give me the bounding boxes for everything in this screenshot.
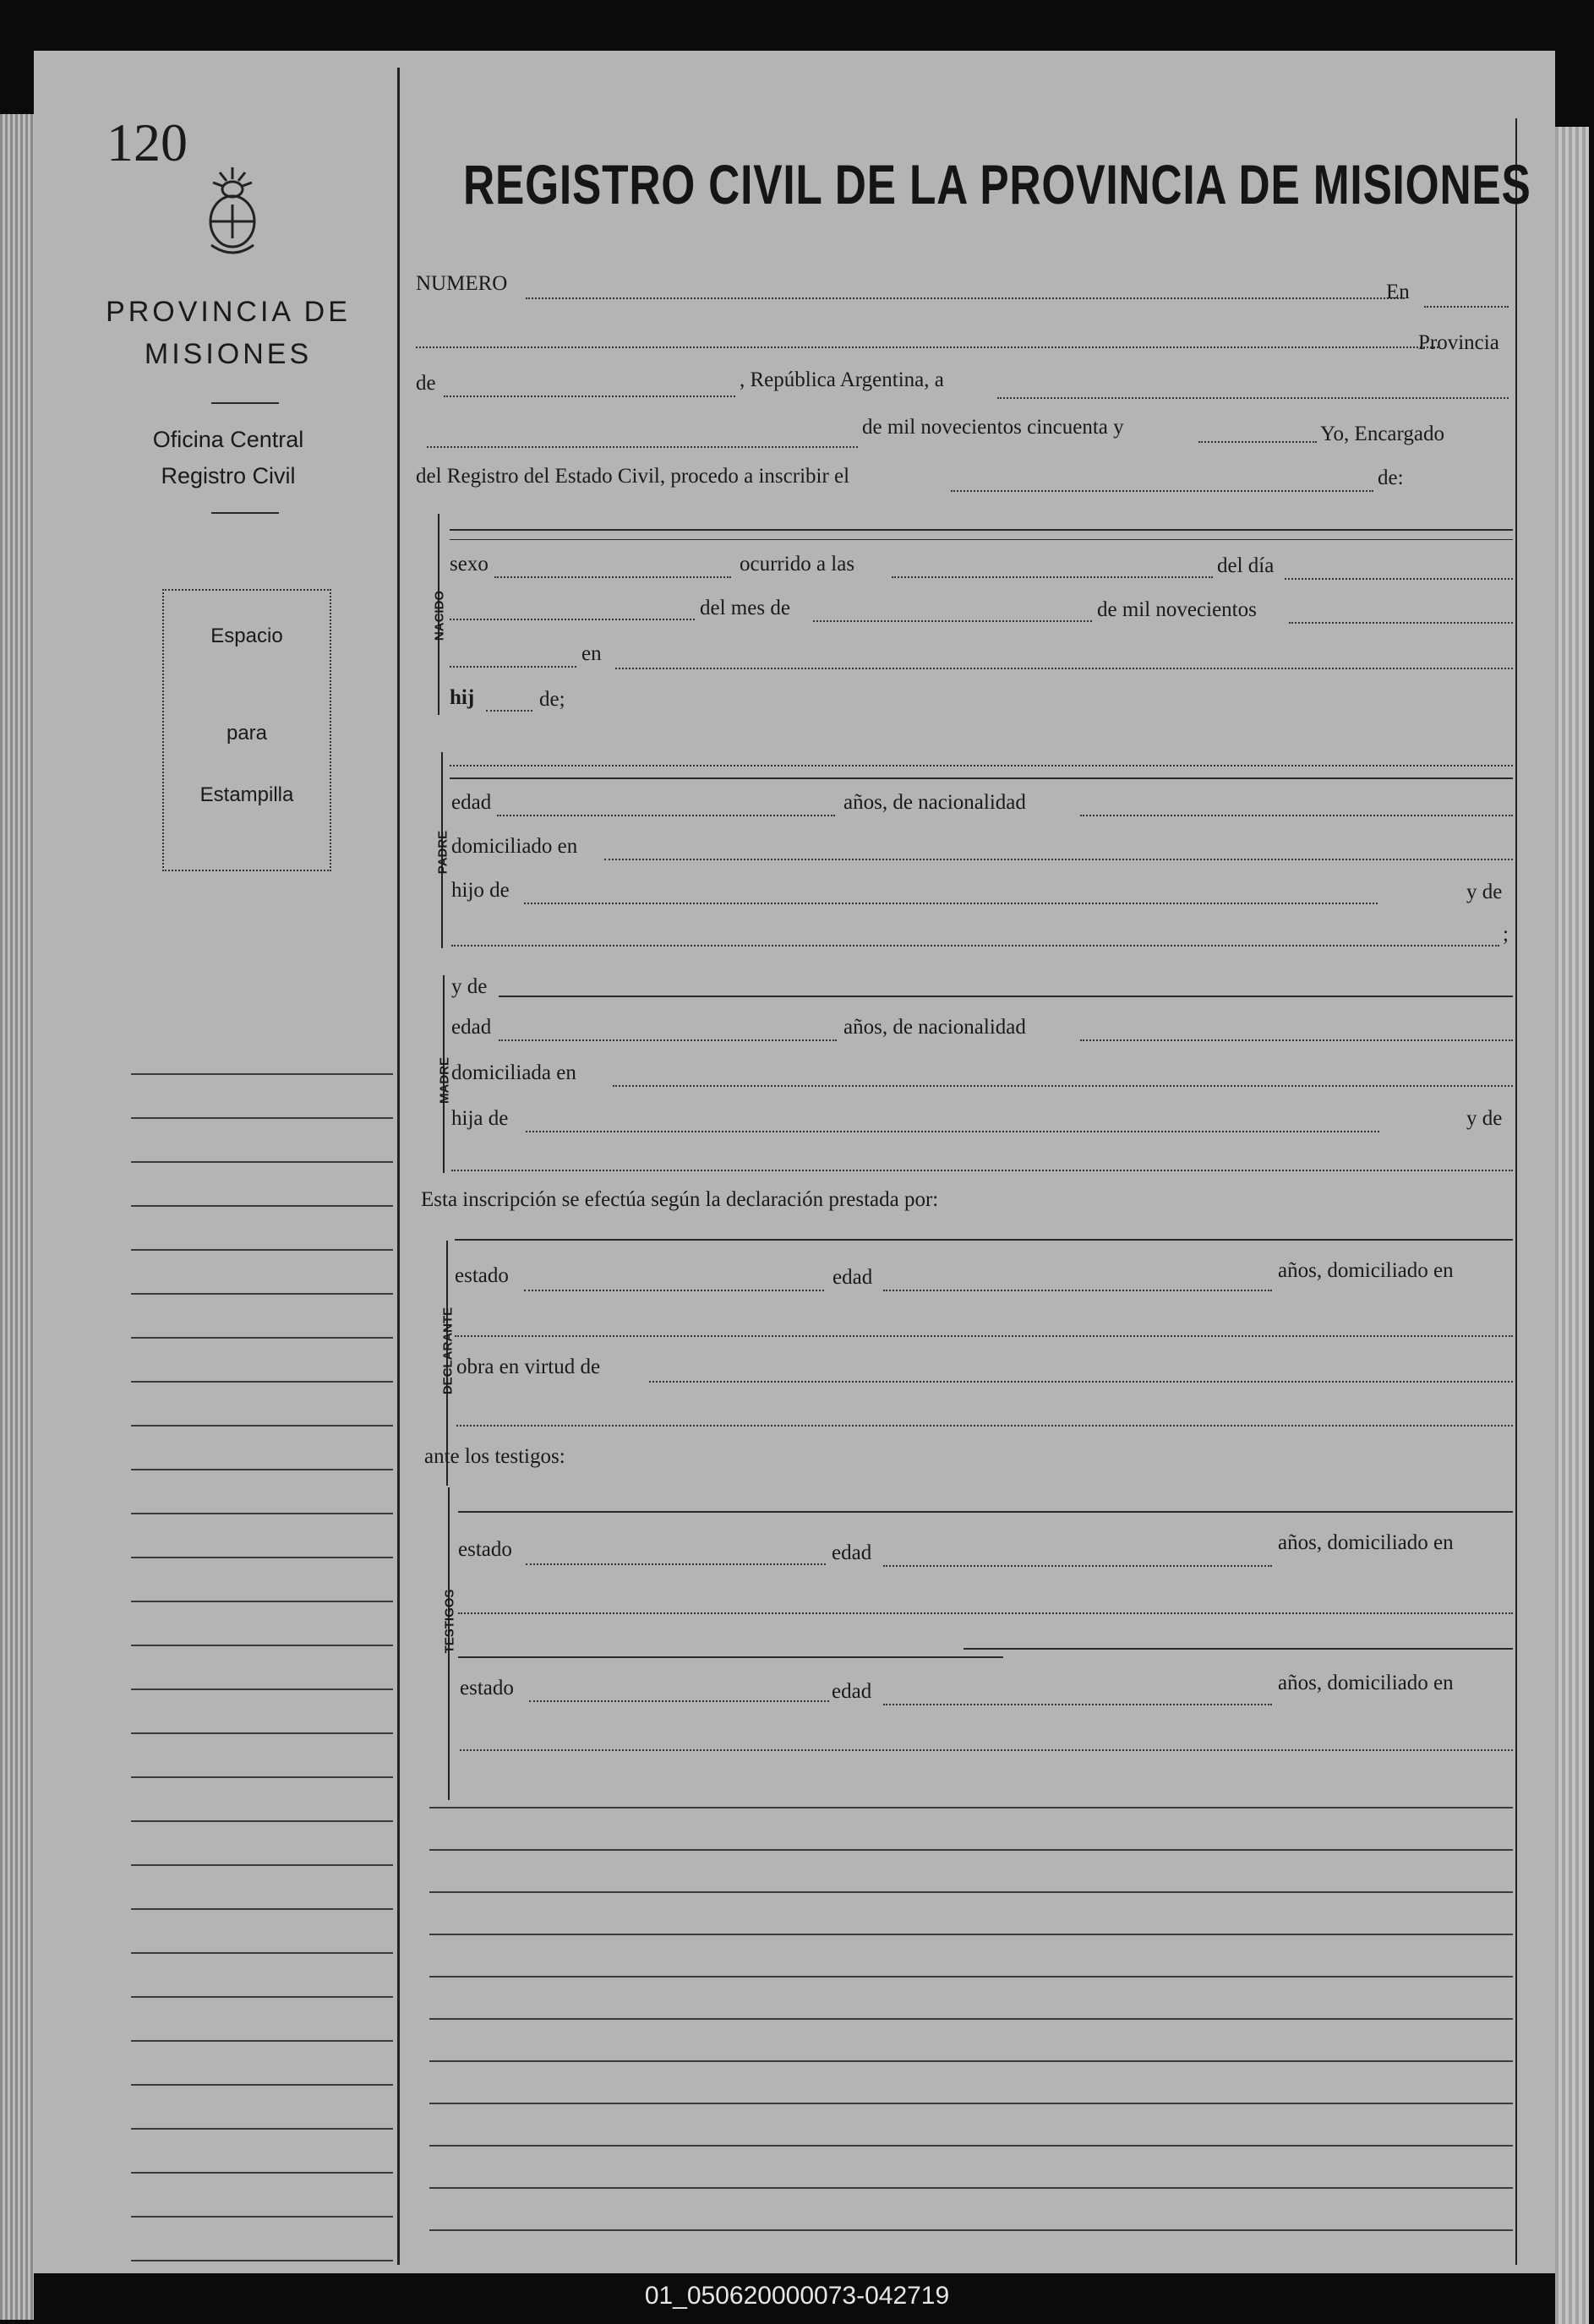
de-label: de — [416, 372, 436, 395]
de-colon-label: de: — [1378, 466, 1404, 489]
padre-y-de-label: y de — [1466, 881, 1503, 903]
yo-encargado-label: Yo, Encargado — [1320, 423, 1444, 445]
testigo2-name-line[interactable] — [963, 1648, 1513, 1650]
office-line1: Oficina Central — [152, 427, 304, 452]
mes-field[interactable] — [813, 620, 1092, 622]
testigo1-estado-label: estado — [458, 1538, 512, 1561]
dia-field[interactable] — [1285, 578, 1513, 580]
declarante-extra-field[interactable] — [456, 1425, 1513, 1427]
date-field[interactable] — [997, 397, 1509, 399]
de-mil-novecientos-label: de mil novecientos — [1097, 598, 1257, 621]
nacido-name-line[interactable] — [450, 529, 1513, 531]
page-title: REGISTRO CIVIL DE LA PROVINCIA DE MISIONES — [463, 153, 1531, 215]
month-field[interactable] — [427, 446, 858, 448]
page-number: 120 — [106, 112, 188, 172]
province-field[interactable] — [444, 396, 735, 397]
testigo2-domicilio-field[interactable] — [460, 1749, 1513, 1751]
province-name-line1: PROVINCIA DE — [106, 296, 351, 328]
madre-hija-de-label: hija de — [451, 1107, 509, 1130]
declarante-edad-field[interactable] — [883, 1290, 1272, 1291]
declarante-label: DECLARANTE — [440, 1307, 456, 1395]
madre-name-line[interactable] — [499, 996, 1513, 997]
left-margin-rule — [397, 68, 400, 2265]
madre-y-de-label: y de — [1466, 1107, 1503, 1130]
padre-hijo-de-label: hijo de — [451, 879, 510, 902]
ocurrido-label: ocurrido a las — [740, 553, 855, 576]
en-label: En — [1386, 281, 1410, 303]
stamp-box — [162, 589, 331, 871]
testigos-intro-text: ante los testigos: — [424, 1445, 565, 1468]
remarks-ruled-lines[interactable] — [429, 1766, 1513, 2265]
testigo1-name-line[interactable] — [458, 1511, 1513, 1513]
declarante-estado-field[interactable] — [524, 1290, 824, 1291]
madre-y-de-field[interactable] — [451, 1170, 1513, 1171]
testigo1-edad-label: edad — [832, 1541, 872, 1564]
madre-edad-field[interactable] — [499, 1039, 837, 1041]
testigos-label: TESTIGOS — [442, 1589, 457, 1654]
padre-semicolon: ; — [1503, 923, 1509, 946]
year-field[interactable] — [1198, 441, 1317, 443]
coat-of-arms-icon — [194, 161, 270, 262]
padre-edad-field[interactable] — [497, 815, 835, 816]
hij-field[interactable] — [486, 710, 532, 712]
madre-edad-label: edad — [451, 1016, 492, 1039]
madre-hija-de-field[interactable] — [526, 1131, 1379, 1132]
ano-letras-field[interactable] — [450, 666, 576, 668]
padre-label: PADRE — [435, 830, 450, 875]
scan-filename: 01_050620000073-042719 — [644, 2282, 950, 2310]
nacido-label: NACIDO — [432, 590, 447, 641]
padre-domicilio-field[interactable] — [604, 859, 1513, 860]
ano-nac-field[interactable] — [1289, 622, 1513, 624]
inscribir-field[interactable] — [951, 490, 1373, 492]
divider — [211, 402, 279, 404]
office-line2: Registro Civil — [161, 463, 296, 488]
padre-name-dotted — [450, 765, 1513, 766]
declarante-edad-label: edad — [832, 1266, 873, 1289]
testigo1-anos-label: años, domiciliado en — [1278, 1531, 1454, 1554]
del-dia-label: del día — [1217, 554, 1275, 577]
declarante-name-line[interactable] — [455, 1239, 1513, 1241]
padre-hijo-de-field[interactable] — [524, 903, 1378, 904]
republica-label: , República Argentina, a — [740, 368, 944, 391]
declarante-anos-label: años, domiciliado en — [1278, 1259, 1454, 1282]
en-field[interactable] — [1424, 306, 1509, 308]
sidebar-ruled-lines — [131, 1031, 393, 2265]
right-margin-rule — [1515, 118, 1517, 2265]
stamp-label-3: Estampilla — [199, 783, 294, 806]
padre-nacionalidad-field[interactable] — [1080, 815, 1513, 816]
de-mil-label: de mil novecientos cincuenta y — [862, 416, 1124, 439]
testigo1-extra-line[interactable] — [458, 1656, 1003, 1658]
register-page — [34, 51, 1555, 2273]
testigo1-estado-field[interactable] — [526, 1563, 826, 1565]
padre-dom-label: domiciliado en — [451, 835, 578, 858]
del-mes-label: del mes de — [700, 597, 790, 619]
declarante-domicilio-field[interactable] — [455, 1335, 1513, 1337]
numero-field[interactable] — [526, 297, 1405, 299]
madre-y-de-top: y de — [451, 975, 488, 998]
en-nac-label: en — [581, 642, 602, 665]
declaracion-text: Esta inscripción se efectúa según la declaración prestada por: — [421, 1188, 939, 1211]
lugar-nac-field[interactable] — [615, 668, 1513, 669]
testigo1-edad-field[interactable] — [883, 1565, 1272, 1567]
declarante-obra-label: obra en virtud de — [456, 1356, 601, 1378]
province-name-line2: MISIONES — [144, 338, 313, 370]
testigo2-anos-label: años, domiciliado en — [1278, 1672, 1454, 1694]
declarante-obra-field[interactable] — [649, 1381, 1513, 1383]
sexo-field[interactable] — [494, 576, 731, 578]
numero-label: NUMERO — [416, 272, 508, 295]
divider — [211, 512, 279, 514]
provincia-label: Provincia — [1418, 331, 1499, 354]
hij-de-label: de; — [539, 688, 565, 711]
padre-name-line[interactable] — [450, 777, 1513, 779]
madre-label: MADRE — [437, 1057, 452, 1104]
testigo2-edad-label: edad — [832, 1680, 872, 1703]
testigo1-domicilio-field[interactable] — [458, 1612, 1513, 1614]
nacido-name-underline — [450, 539, 1513, 540]
testigo2-edad-field[interactable] — [883, 1704, 1272, 1705]
page-stack-edge — [0, 114, 34, 2320]
madre-dom-label: domiciliada en — [451, 1061, 576, 1084]
stamp-label-2: para — [226, 722, 268, 745]
testigo2-estado-field[interactable] — [529, 1700, 829, 1702]
madre-nacionalidad-field[interactable] — [1080, 1039, 1513, 1041]
declarante-estado-label: estado — [455, 1264, 509, 1287]
madre-nac-label: años, de nacionalidad — [843, 1016, 1026, 1039]
hij-label: hij — [450, 686, 475, 709]
page-right-edge — [1555, 127, 1589, 2324]
padre-edad-label: edad — [451, 791, 492, 814]
locality-field[interactable] — [416, 346, 1438, 348]
padre-nac-label: años, de nacionalidad — [843, 791, 1026, 814]
madre-domicilio-field[interactable] — [613, 1085, 1513, 1087]
dia-letras-field[interactable] — [450, 619, 695, 620]
stamp-label-1: Espacio — [210, 625, 283, 647]
sexo-label: sexo — [450, 553, 489, 576]
padre-y-de-field[interactable] — [451, 945, 1499, 947]
del-registro-label: del Registro del Estado Civil, procedo a inscribir el — [416, 465, 850, 488]
hora-field[interactable] — [892, 576, 1213, 578]
testigo2-estado-label: estado — [460, 1677, 514, 1699]
